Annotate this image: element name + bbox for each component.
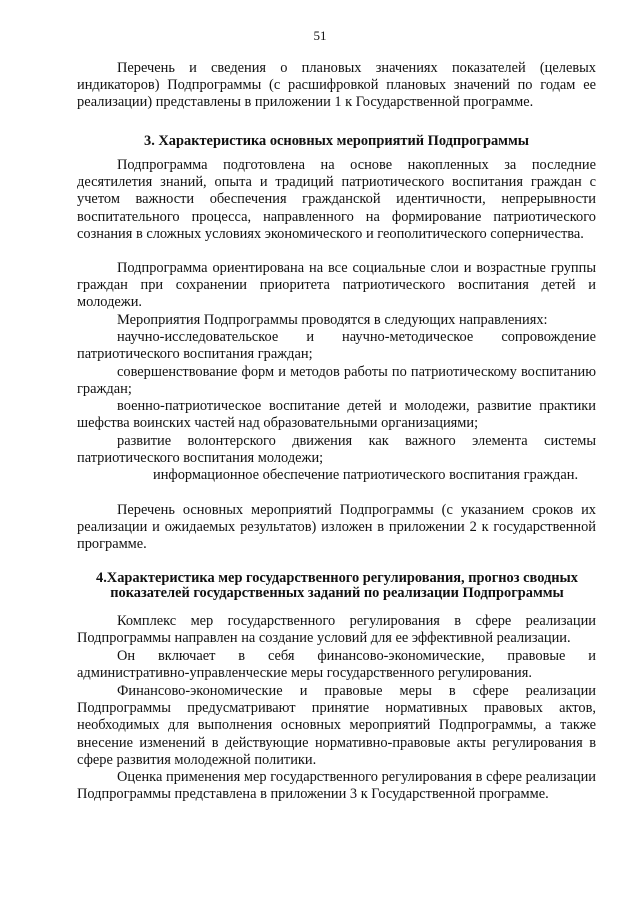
s3-paragraph-8: информационное обеспечение патриотического воспитания граждан.	[153, 467, 579, 483]
s3-paragraph-7: развитие волонтерского движения как важного элемента системы патриотического воспитания молодежи;	[77, 433, 596, 467]
s4-paragraph-4: Оценка применения мер государственного регулирования в сфере реализации Подпрограммы представлена в приложении 3 к Государственной программе.	[77, 769, 596, 803]
s4-paragraph-3: Финансово-экономические и правовые меры в сфере реализации Подпрограммы предусматривают принятие нормативных правовых актов, необходимых для выполнения основных мероприятий Подпрограммы, а также внесение изменений в действующие нормативно-правовые акты регулирования в сфере развития молодежной политики.	[77, 683, 596, 768]
page-number: 51	[313, 28, 327, 43]
s4-paragraph-1: Комплекс мер государственного регулирования в сфере реализации Подпрограммы направлен на создание условий для ее эффективной реализации.	[77, 613, 596, 647]
s3-paragraph-4: научно-исследовательское и научно-методическое сопровождение патриотического воспитания граждан;	[77, 329, 596, 363]
s4-paragraph-2: Он включает в себя финансово-экономические, правовые и административно-управленческие меры государственного регулирования.	[77, 648, 596, 682]
s3-paragraph-3: Мероприятия Подпрограммы проводятся в следующих направлениях:	[117, 312, 548, 328]
s3-paragraph-5: совершенствование форм и методов работы по патриотическому воспитанию граждан;	[77, 364, 596, 398]
s3-paragraph-1: Подпрограмма подготовлена на основе накопленных за последние десятилетия знаний, опыта и традиций патриотического воспитания граждан с учетом важности обеспечения гражданской идентичности, непрерывности воспитательного процесса, направленного на формирование патриотического сознания в сложных условиях экономического и геополитического соперничества.	[77, 157, 596, 242]
section-4-heading-line-1: 4.Характеристика мер государственного регулирования, прогноз сводных	[96, 570, 578, 586]
s3-paragraph-6: военно-патриотическое воспитание детей и молодежи, развитие практики шефства воинских частей над образовательными организациями;	[77, 398, 596, 432]
s3-paragraph-9: Перечень основных мероприятий Подпрограммы (с указанием сроков их реализации и ожидаемых результатов) изложен в приложении 2 к государственной программе.	[77, 502, 596, 553]
intro-paragraph: Перечень и сведения о плановых значениях показателей (целевых индикаторов) Подпрограммы (с расшифровкой плановых значений по годам ее реализации) представлены в приложении 1 к Государственной программе.	[77, 60, 596, 111]
section-3-heading: 3. Характеристика основных мероприятий Подпрограммы	[144, 133, 529, 149]
s3-paragraph-2: Подпрограмма ориентирована на все социальные слои и возрастные группы граждан при сохранении приоритета патриотического воспитания детей и молодежи.	[77, 260, 596, 311]
section-4-heading-line-2: показателей государственных заданий по реализации Подпрограммы	[110, 585, 564, 601]
